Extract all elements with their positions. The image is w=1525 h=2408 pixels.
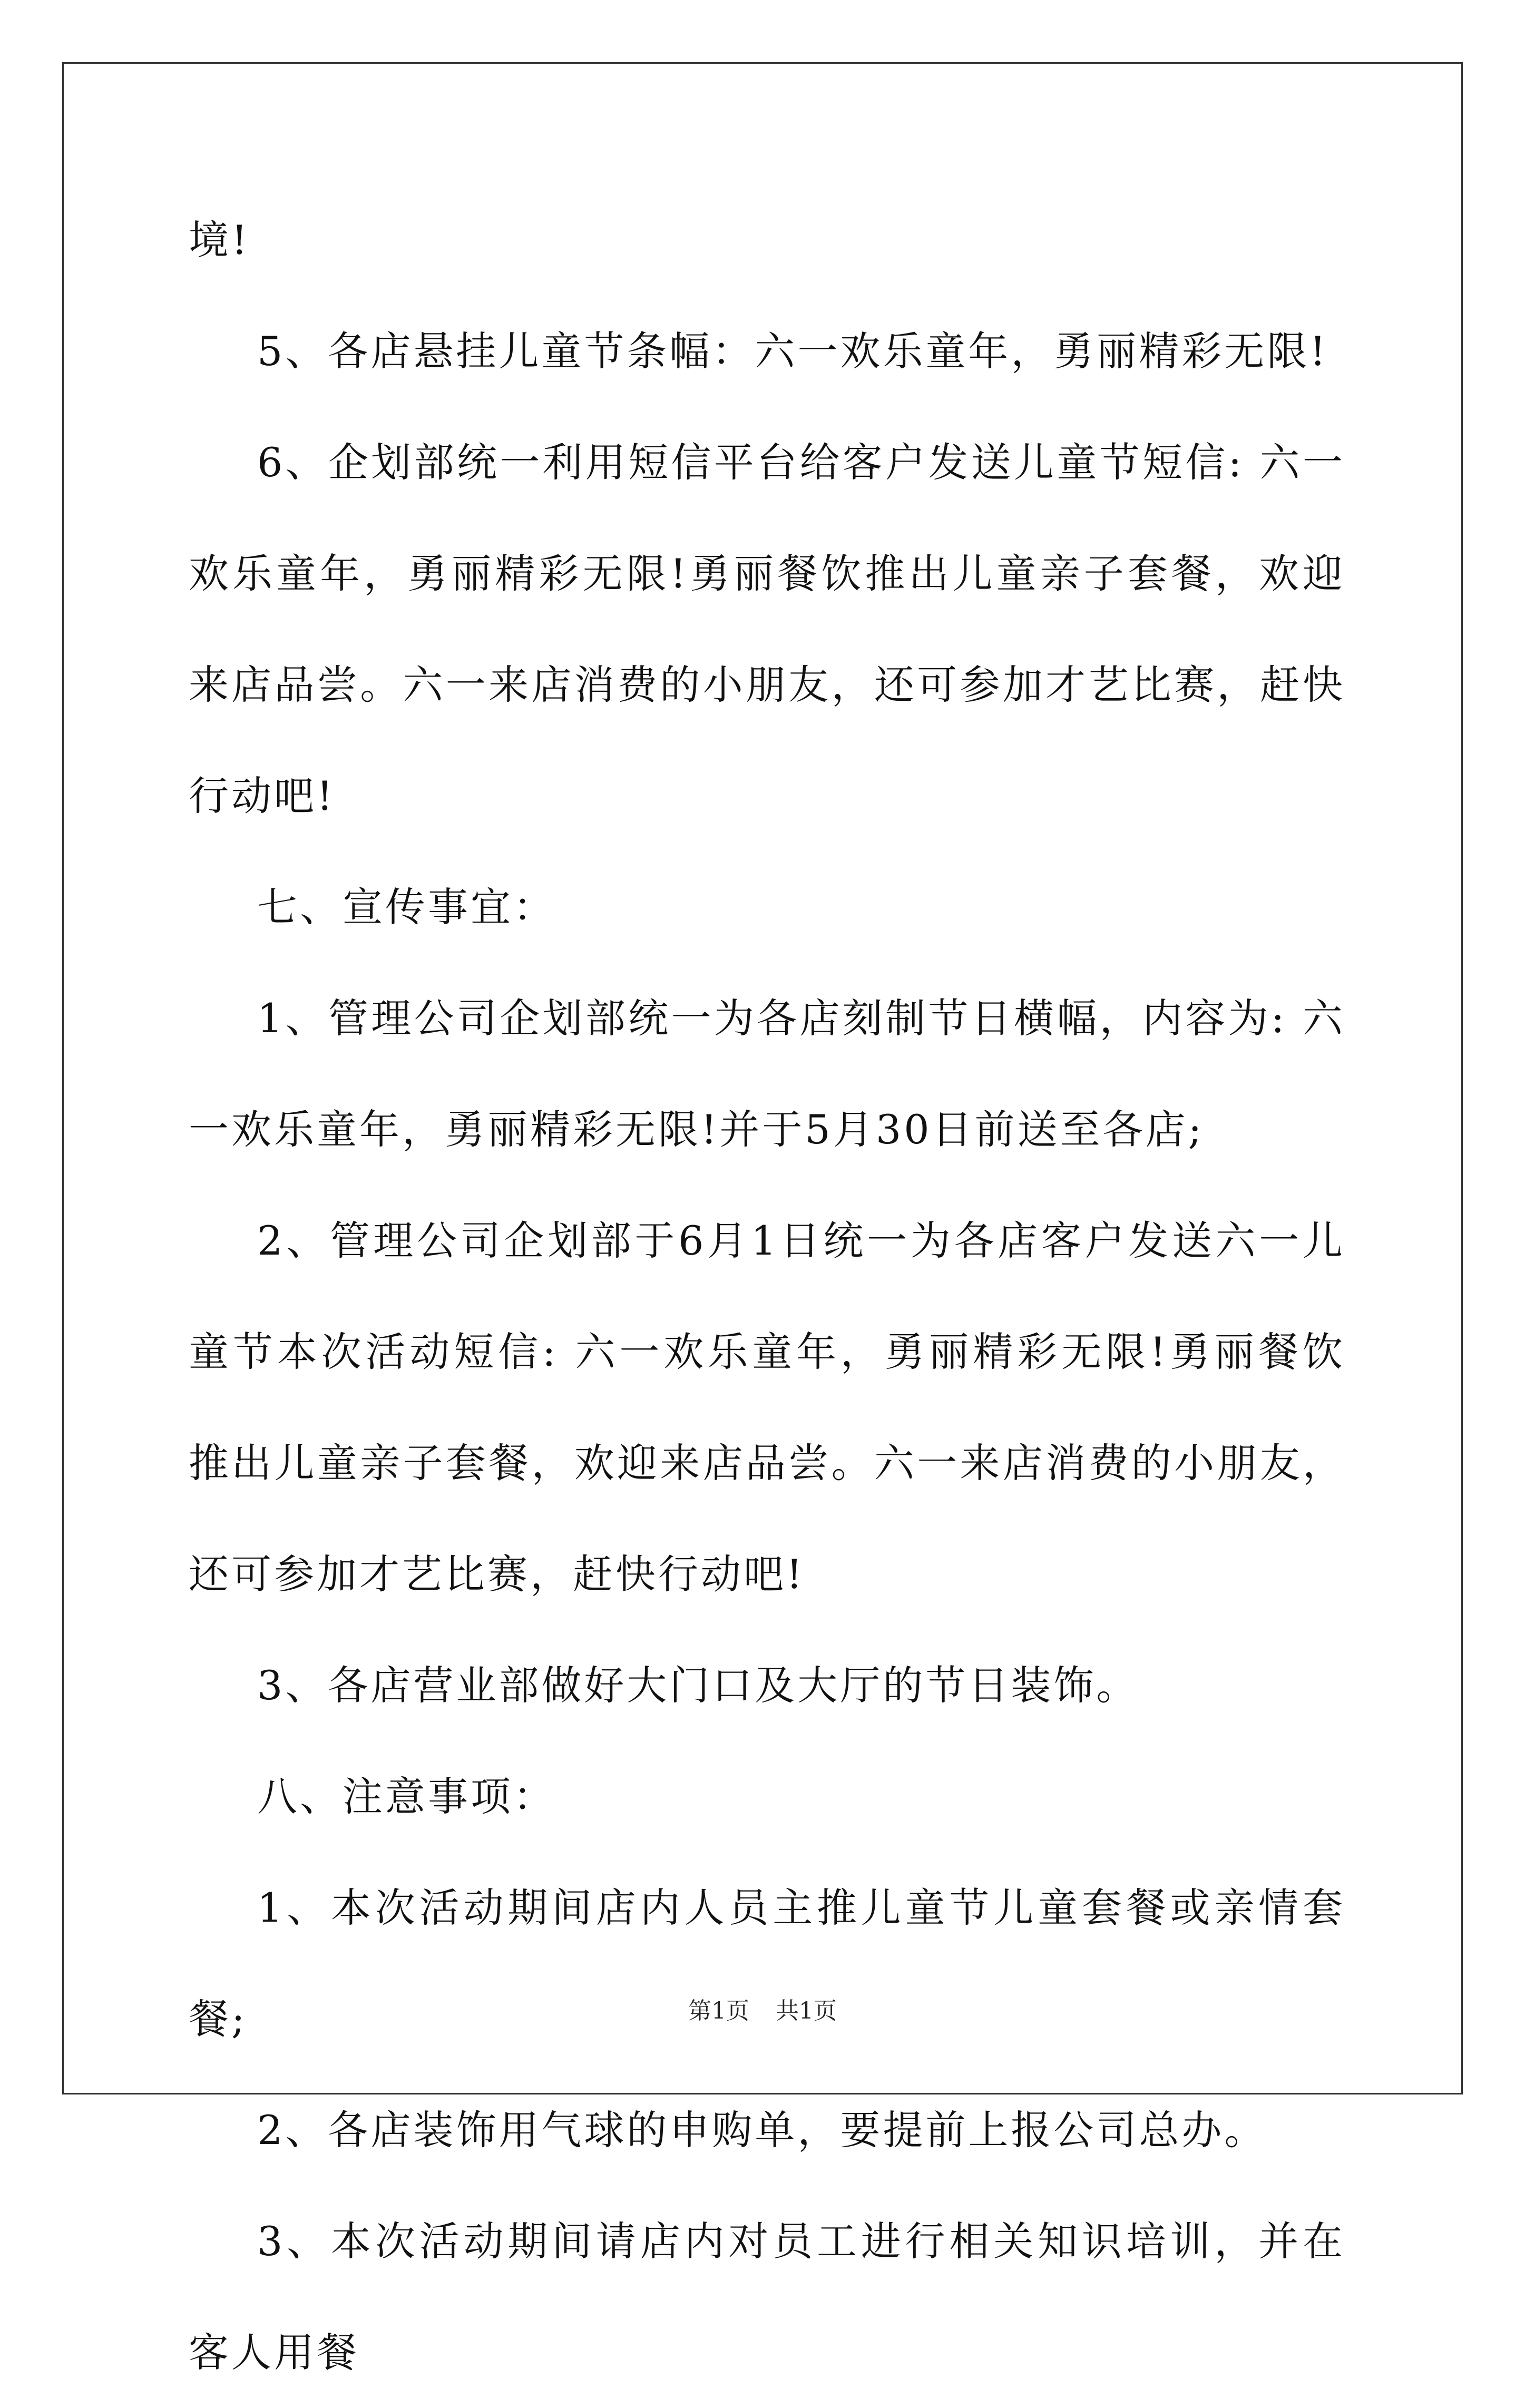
paragraph: 6、企划部统一利用短信平台给客户发送儿童节短信: 六一欢乐童年，勇丽精彩无限!勇丽餐饮推出儿童亲子套餐，欢迎来店品尝。六一来店消费的小朋友，还可参加才艺比赛，赶快行动吧! xyxy=(189,439,1345,819)
document-body xyxy=(189,184,1345,2408)
paragraph: 3、本次活动期间请店内对员工进行相关知识培训，并在客人用餐 xyxy=(189,2218,1345,2376)
page-number: 第1页 xyxy=(688,1998,749,2024)
paragraph: 3、各店营业部做好大门口及大厅的节日装饰。 xyxy=(257,1662,1139,1709)
paragraph: 5、各店悬挂儿童节条幅：六一欢乐童年，勇丽精彩无限! xyxy=(257,328,1328,375)
paragraph: 七、宣传事宜： xyxy=(257,884,556,931)
paragraph: 境! xyxy=(189,217,250,263)
page-total: 共1页 xyxy=(776,1998,837,2024)
paragraph: 2、各店装饰用气球的申购单，要提前上报公司总办。 xyxy=(257,2107,1267,2154)
page-footer xyxy=(0,1992,1525,2025)
paragraph: 1、本次活动期间店内人员主推儿童节儿童套餐或亲情套餐; xyxy=(189,1884,1345,2042)
paragraph: 2、管理公司企划部于6月1日统一为各店客户发送六一儿童节本次活动短信: 六一欢乐童年，勇丽精彩无限!勇丽餐饮推出儿童亲子套餐，欢迎来店品尝。六一来店消费的小朋友，还可参加才艺比赛，赶快行动吧! xyxy=(189,1217,1345,1598)
paragraph: 1、管理公司企划部统一为各店刻制节日横幅，内容为: 六一欢乐童年，勇丽精彩无限!并于5月30日前送至各店; xyxy=(189,995,1345,1153)
paragraph: 八、注意事项： xyxy=(257,1773,556,1820)
